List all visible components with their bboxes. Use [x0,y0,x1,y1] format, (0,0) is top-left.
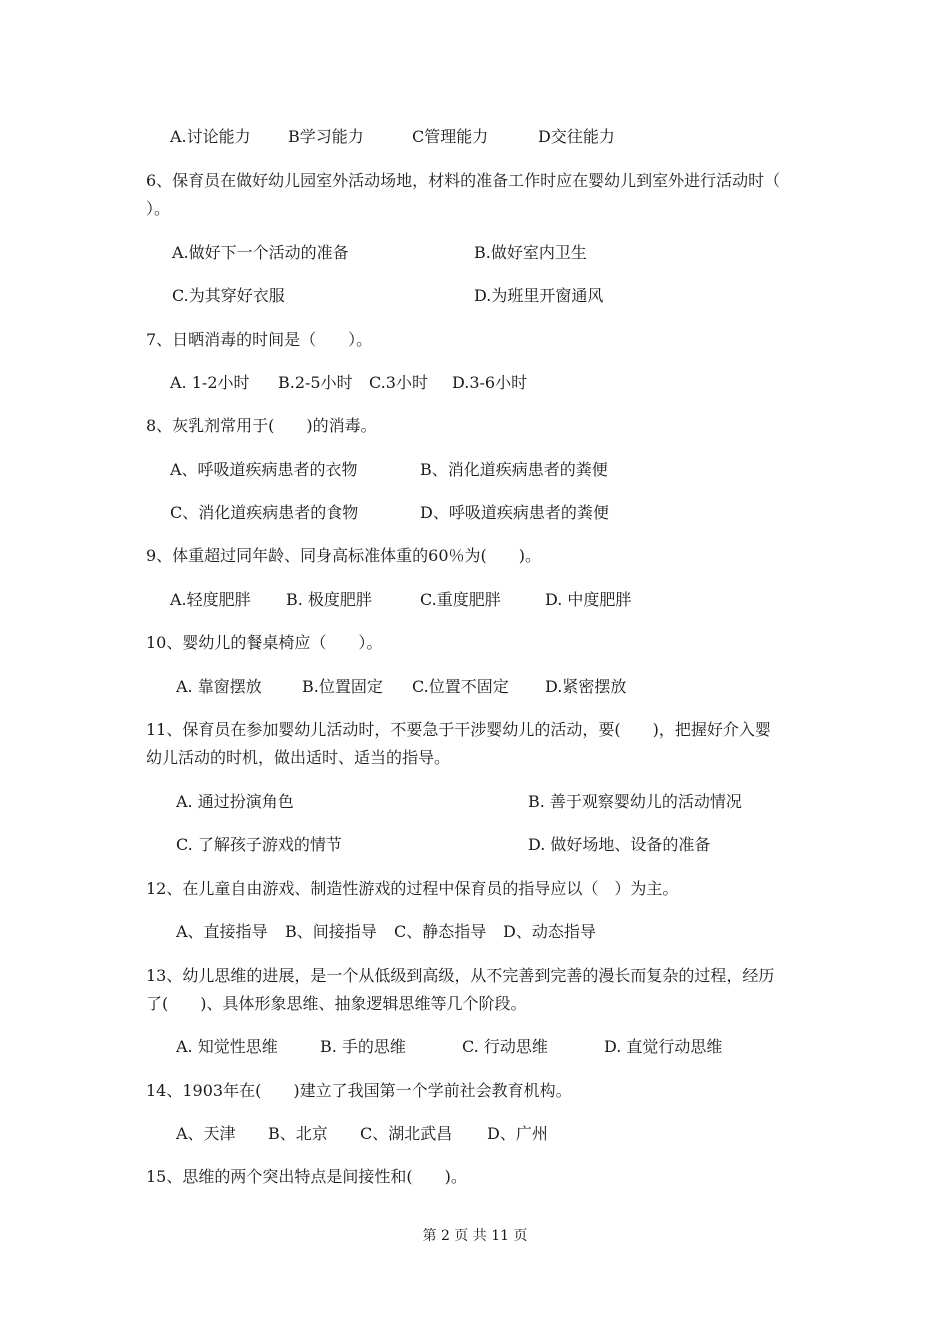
q8-option-a: A、呼吸道疾病患者的衣物 [170,460,358,479]
q12-option-b: B、间接指导 [285,922,377,941]
q10-option-a: A. 靠窗摆放 [176,677,262,696]
q7-option-b: B.2-5小时 [278,373,353,392]
q10-option-b: B.位置固定 [302,677,383,696]
q14-option-b: B、北京 [268,1124,328,1143]
q15-stem: 15、思维的两个突出特点是间接性和( )。 [146,1167,467,1186]
q10-option-c: C.位置不固定 [412,677,509,696]
q9-option-a: A.轻度肥胖 [170,590,251,609]
q12-option-d: D、动态指导 [503,922,596,941]
q14-option-d: D、广州 [487,1124,548,1143]
q14-stem: 14、1903年在( )建立了我国第一个学前社会教育机构。 [146,1081,572,1100]
q12-stem: 12、在儿童自由游戏、制造性游戏的过程中保育员的指导应以（ ）为主。 [146,879,679,898]
q6-option-b: B.做好室内卫生 [474,243,587,262]
q7-option-d: D.3-6小时 [452,373,528,392]
q6-option-c: C.为其穿好衣服 [172,286,285,305]
q11-stem-line1: 11、保育员在参加婴幼儿活动时，不要急于干涉婴幼儿的活动，要( )，把握好介入婴 [146,720,771,739]
page-number-footer: 第 2 页 共 11 页 [422,1228,528,1244]
q5-option-c: C管理能力 [412,127,489,146]
q5-option-b: B学习能力 [288,127,364,146]
q11-option-a: A. 通过扮演角色 [176,792,294,811]
q8-stem: 8、灰乳剂常用于( )的消毒。 [146,416,377,435]
q13-option-c: C. 行动思维 [462,1037,548,1056]
q7-option-c: C.3小时 [369,373,428,392]
q11-option-d: D. 做好场地、设备的准备 [528,835,711,854]
q12-option-a: A、直接指导 [176,922,268,941]
q8-option-b: B、消化道疾病患者的粪便 [420,460,608,479]
q9-option-d: D. 中度肥胖 [545,590,632,609]
q13-option-d: D. 直觉行动思维 [604,1037,723,1056]
q8-option-d: D、呼吸道疾病患者的粪便 [420,503,609,522]
q10-stem: 10、婴幼儿的餐桌椅应（ ）。 [146,633,383,652]
q6-stem-line2: ）。 [146,199,171,218]
q13-stem-line1: 13、幼儿思维的进展，是一个从低级到高级，从不完善到完善的漫长而复杂的过程，经历 [146,966,775,985]
q7-stem: 7、日晒消毒的时间是（ ）。 [146,330,373,349]
q10-option-d: D.紧密摆放 [545,677,627,696]
q11-option-c: C. 了解孩子游戏的情节 [176,835,342,854]
q6-option-d: D.为班里开窗通风 [474,286,604,305]
q12-option-c: C、静态指导 [394,922,487,941]
q11-stem-line2: 幼儿活动的时机，做出适时、适当的指导。 [146,748,451,767]
q14-option-a: A、天津 [176,1124,236,1143]
q6-stem-line1: 6、保育员在做好幼儿园室外活动场地，材料的准备工作时应在婴幼儿到室外进行活动时（ [146,171,781,190]
q13-stem-line2: 了( )、具体形象思维、抽象逻辑思维等几个阶段。 [146,994,527,1013]
q11-option-b: B. 善于观察婴幼儿的活动情况 [528,792,742,811]
q8-option-c: C、消化道疾病患者的食物 [170,503,359,522]
q6-option-a: A.做好下一个活动的准备 [172,243,349,262]
q5-option-a: A.讨论能力 [170,127,251,146]
q13-option-b: B. 手的思维 [320,1037,406,1056]
q9-stem: 9、体重超过同年龄、同身高标准体重的60％为( )。 [146,546,542,565]
q14-option-c: C、湖北武昌 [360,1124,453,1143]
q13-option-a: A. 知觉性思维 [176,1037,278,1056]
q9-option-b: B. 极度肥胖 [286,590,372,609]
q9-option-c: C.重度肥胖 [420,590,501,609]
q5-option-d: D交往能力 [538,127,615,146]
q7-option-a: A. 1-2小时 [170,373,250,392]
